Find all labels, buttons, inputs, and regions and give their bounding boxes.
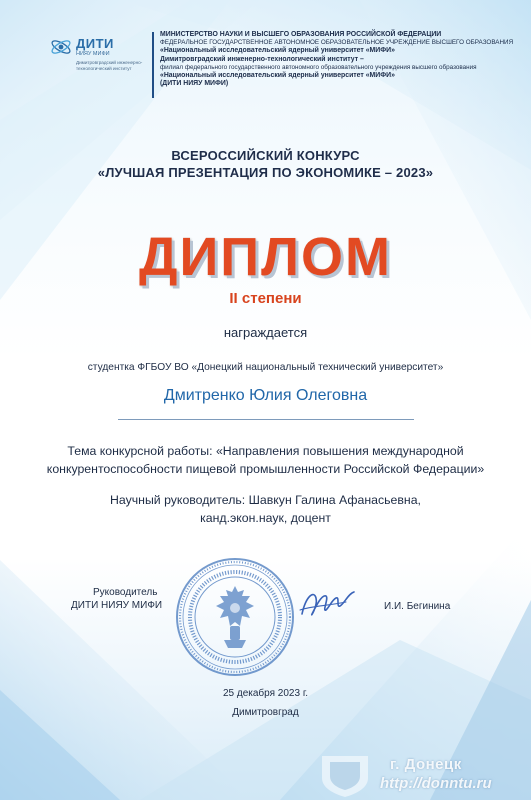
header-line-3: «Национальный исследовательский ядерный университет «МИФИ» [160, 47, 395, 55]
signature-icon [296, 584, 358, 624]
head-title-line-2: ДИТИ НИЯУ МИФИ [71, 600, 163, 611]
work-topic-line-2: конкурентоспособности пищевой промышленности Российской Федерации» [46, 462, 485, 476]
city-emblem-icon [316, 752, 374, 798]
name-underline [118, 419, 414, 420]
diploma-degree: II степени [229, 290, 302, 307]
signer-name: И.И. Бегинина [384, 601, 451, 612]
diploma-title: ДИПЛОМ [139, 227, 392, 287]
official-seal-icon [174, 556, 296, 678]
head-title-line-1: Руководитель [93, 587, 158, 598]
header-line-4: Димитровградский инженерно-технологический институт – [160, 55, 364, 63]
student-organization: студентка ФГБОУ ВО «Донецкий национальный технический университет» [87, 362, 444, 373]
header-line-2: ФЕДЕРАЛЬНОЕ ГОСУДАРСТВЕННОЕ АВТОНОМНОЕ ОБРАЗОВАТЕЛЬНОЕ УЧРЕЖДЕНИЕ ВЫСШЕГО ОБРАЗОВАНИЯ [160, 39, 514, 47]
contest-title-line-2: «ЛУЧШАЯ ПРЕЗЕНТАЦИЯ ПО ЭКОНОМИКЕ – 2023» [97, 165, 434, 180]
logo-description: Димитровградский инженерно-технологический институт [76, 60, 143, 71]
watermark-url: http://donntu.ru [380, 775, 492, 792]
header-divider [152, 32, 154, 98]
institute-logo [50, 33, 150, 93]
header-line-6: «Национальный исследовательский ядерный университет «МИФИ» [160, 72, 395, 80]
header-line-1: МИНИСТЕРСТВО НАУКИ И ВЫСШЕГО ОБРАЗОВАНИЯ РОССИЙСКОЙ ФЕДЕРАЦИИ [160, 31, 442, 38]
work-topic-line-1: Тема конкурсной работы: «Направления повышения международной [67, 444, 464, 458]
issue-date: 25 декабря 2023 г. [222, 688, 309, 699]
header-line-7: (ДИТИ НИЯУ МИФИ) [160, 80, 229, 88]
atom-logo-icon [50, 36, 72, 58]
supervisor-line-2: канд.экон.наук, доцент [200, 511, 331, 525]
header-block [160, 31, 520, 88]
student-name: Дмитренко Юлия Олеговна [163, 387, 368, 404]
logo-subtitle: НИЯУ МИФИ [76, 51, 110, 57]
issue-city: Димитровград [232, 707, 299, 718]
watermark-city: г. Донецк [390, 756, 462, 773]
supervisor-line-1: Научный руководитель: Шавкун Галина Афанасьевна, [110, 493, 421, 507]
contest-title-line-1: ВСЕРОССИЙСКИЙ КОНКУРС [171, 148, 360, 163]
watermark [316, 752, 526, 798]
logo-name: ДИТИ [76, 36, 114, 51]
header-line-5: филиал федерального государственного автономного образовательного учреждения высшего образования [160, 63, 477, 71]
awarded-label: награждается [223, 325, 308, 340]
